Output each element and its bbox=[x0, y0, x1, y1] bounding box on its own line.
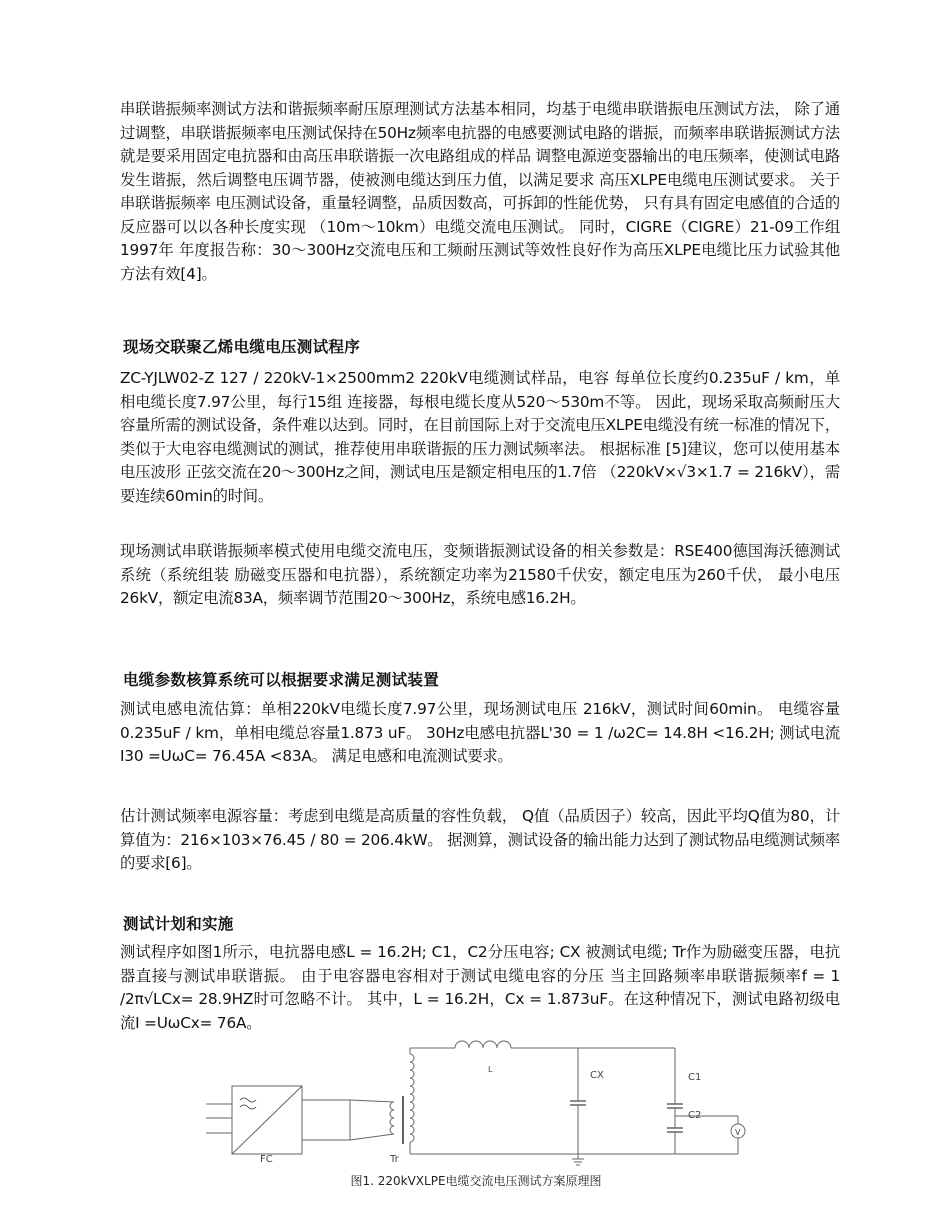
label-cx: CX bbox=[590, 1070, 604, 1081]
label-v: V bbox=[735, 1128, 741, 1137]
label-fc: FC bbox=[260, 1154, 273, 1165]
circuit-diagram bbox=[200, 1038, 760, 1168]
label-l: L bbox=[488, 1065, 493, 1074]
paragraph-inductance-estimate: 测试电感电流估算：单相220kV电缆长度7.97公里，现场测试电压 216kV，测试时间60min。 电缆容量0.235uF / km，单相电缆总容量1.873 uF。 30Hz电感电抗器L'30 = 1 /ω2C= 14.8H <16.2H; 测试电流I30 =UωC= 76.45A <83A。 满足电感和电流测试要求。 bbox=[120, 700, 840, 765]
paragraph-test-plan: 测试程序如图1所示，电抗器电感L = 16.2H; C1，C2分压电容; CX 被测试电缆; Tr作为励磁变压器，电抗器直接与测试串联谐振。 由于电容器电容相对于测试电缆电容的分压 当主回路频率串联谐振频率f = 1 /2π√LCx= 28.9HZ时可忽略不计。 其中，L = 16.2H，Cx = 1.873uF。在这种情况下，测试电路初级电流I =UωCx= 76A。 bbox=[120, 943, 840, 1032]
transformer-secondary-coil bbox=[410, 1054, 414, 1142]
label-c2: C2 bbox=[688, 1110, 702, 1121]
section-heading-field-test: 现场交联聚乙烯电缆电压测试程序 bbox=[123, 338, 361, 356]
section-heading-test-plan: 测试计划和实施 bbox=[123, 915, 234, 933]
label-c1: C1 bbox=[688, 1072, 702, 1083]
paragraph-intro: 串联谐振频率测试方法和谐振频率耐压原理测试方法基本相同，均基于电缆串联谐振电压测试方法， 除了通过调整，串联谐振频率电压测试保持在50Hz频率电抗器的电感要测试电路的谐振，而频率串联谐振测试方法就是要采用固定电抗器和由高压串联谐振一次电路组成的样品 调整电源逆变器输出的电压频率，使测试电路发生谐振，然后调整电压调节器，使被测电缆达到压力值，以满足要求 高压XLPE电缆电压测试要求。 关于串联谐振频率 电压测试设备，重量轻调整，品质因数高，可拆卸的性能优势， 只有具有固定电感值的合适的反应器可以以各种长度实现 （10m～10km）电缆交流电压测试。 同时，CIGRE（CIGRE）21-09工作组1997年 年度报告称：30～300Hz交流电压和工频耐压测试等效性良好作为高压XLPE电缆比压力试验其他方法有效[4]。 bbox=[120, 100, 840, 283]
reactor-inductor bbox=[455, 1041, 511, 1048]
ac-wave-symbol bbox=[240, 1098, 256, 1109]
section-heading-parameter-check: 电缆参数核算系统可以根据要求满足测试装置 bbox=[123, 671, 440, 689]
paragraph-field-test: ZC-YJLW02-Z 127 / 220kV-1×2500mm2 220kV电缆测试样品，电容 每单位长度约0.235uF / km，单相电缆长度7.97公里，每行15组 连接器，每根电缆长度从520～530m不等。 因此，现场采取高频耐压大容量所需的测试设备，条件难以达到。同时，在目前国际上对于交流电压XLPE电缆没有统一标准的情况下， 类似于大电容电缆测试的测试，推荐使用串联谐振的压力测试频率法。 根据标准 [5]建议，您可以使用基本电压波形 正弦交流在20～300Hz之间，测试电压是额定相电压的1.7倍 （220kV×√3×1.7 = 216kV），需要连续60min的时间。 bbox=[120, 369, 840, 505]
paragraph-equipment: 现场测试串联谐振频率模式使用电缆交流电压，变频谐振测试设备的相关参数是：RSE400德国海沃德测试系统（系统组装 励磁变压器和电抗器），系统额定功率为21580千伏安，额定电压为260千伏， 最小电压26kV，额定电流83A，频率调节范围20～300Hz，系统电感16.2H。 bbox=[120, 542, 840, 607]
label-tr: Tr bbox=[390, 1154, 399, 1165]
figure-caption: 图1. 220kVXLPE电缆交流电压测试方案原理图 bbox=[350, 1174, 602, 1188]
paragraph-power-estimate: 估计测试频率电源容量：考虑到电缆是高质量的容性负载， Q值（品质因子）较高，因此平均Q值为80，计算值为：216×103×76.45 / 80 = 206.4kW。 据测算，测试设备的输出能力达到了测试物品电缆测试频率的要求[6]。 bbox=[120, 807, 840, 872]
transformer-primary-coil bbox=[390, 1102, 394, 1134]
